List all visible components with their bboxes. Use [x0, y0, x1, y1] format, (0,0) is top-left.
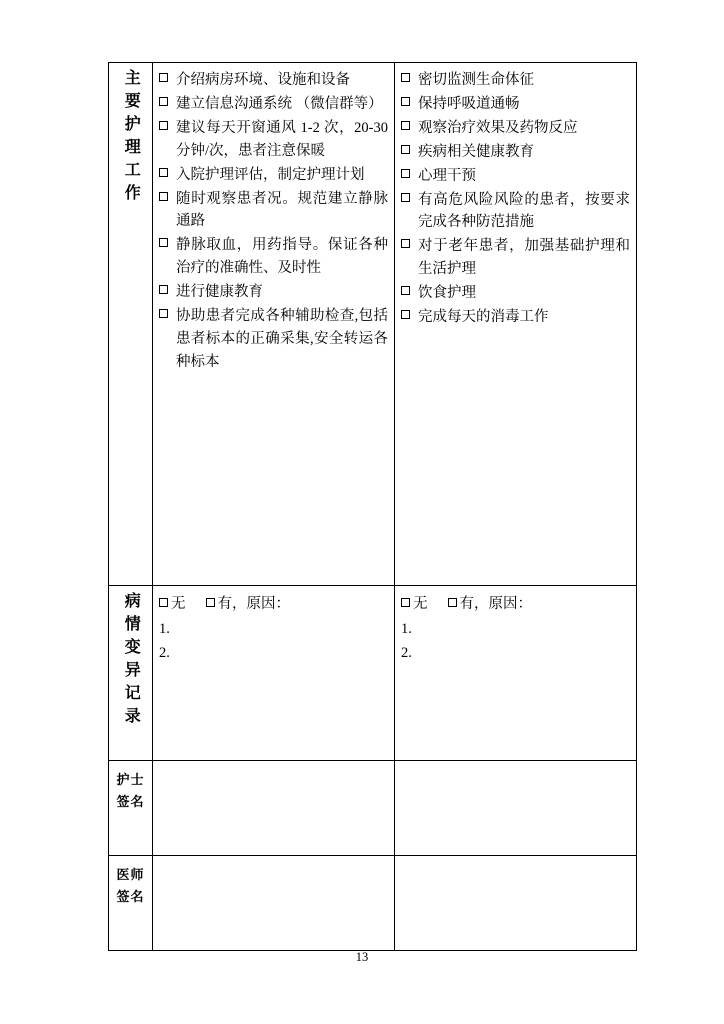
list-item: 心理干预: [401, 165, 630, 188]
variance-right-options: 无 有，原因：: [401, 592, 630, 617]
list-item: 建议每天开窗通风 1-2 次，20-30 分钟/次，患者注意保暖: [159, 117, 388, 163]
nursing-work-right-cell: [395, 63, 637, 586]
checkbox-icon[interactable]: [401, 193, 410, 202]
checkbox-icon[interactable]: [159, 598, 168, 607]
row-label-variance-record: 病情变异记录: [109, 586, 153, 761]
list-item: 介绍病房环境、设施和设备: [159, 69, 388, 92]
variance-right-line-1: 1.: [401, 620, 412, 637]
page-number: 13: [355, 950, 369, 964]
checkbox-icon[interactable]: [159, 97, 168, 106]
list-item: 观察治疗效果及药物反应: [401, 117, 630, 140]
list-item: 入院护理评估，制定护理计划: [159, 164, 388, 187]
list-item: 有高危风险风险的患者，按要求完成各种防范措施: [401, 189, 630, 235]
checkbox-icon[interactable]: [401, 310, 410, 319]
checkbox-icon[interactable]: [401, 121, 410, 130]
list-item: 协助患者完成各种辅助检查,包括患者标本的正确采集,安全转运各种标本: [159, 305, 388, 374]
checkbox-icon[interactable]: [159, 192, 168, 201]
checkbox-icon[interactable]: [206, 598, 215, 607]
list-item: 建立信息沟通系统 （微信群等）: [159, 93, 388, 116]
checkbox-icon[interactable]: [159, 121, 168, 130]
checkbox-icon[interactable]: [159, 238, 168, 247]
list-item: 完成每天的消毒工作: [401, 306, 630, 329]
table-row-nursing-work: [109, 63, 637, 586]
row-label-nursing-work: 主要护理工作: [109, 63, 153, 586]
checkbox-icon[interactable]: [401, 97, 410, 106]
nursing-work-left-cell: [153, 63, 395, 586]
doctor-signature-right-cell[interactable]: [395, 856, 637, 951]
table-row-nurse-signature: [109, 761, 637, 856]
clinical-pathway-table-wrapper: [108, 62, 636, 951]
list-item: 饮食护理: [401, 282, 630, 305]
checkbox-icon[interactable]: [401, 73, 410, 82]
row-label-doctor-signature: 医师签名: [109, 856, 153, 951]
variance-right-cell: [395, 586, 637, 761]
nursing-work-right-list: [401, 69, 630, 329]
doctor-signature-left-cell[interactable]: [153, 856, 395, 951]
table-row-doctor-signature: [109, 856, 637, 951]
checkbox-icon[interactable]: [401, 286, 410, 295]
list-item: 随时观察患者况。规范建立静脉通路: [159, 188, 388, 234]
variance-left-options: 无 有，原因：: [159, 592, 388, 617]
list-item: 保持呼吸道通畅: [401, 93, 630, 116]
table-row-variance-record: [109, 586, 637, 761]
variance-left-cell: [153, 586, 395, 761]
checkbox-icon[interactable]: [401, 239, 410, 248]
variance-left-line-2: 2.: [159, 645, 170, 662]
nurse-signature-right-cell[interactable]: [395, 761, 637, 856]
list-item: 进行健康教育: [159, 281, 388, 304]
checkbox-icon[interactable]: [401, 598, 410, 607]
checkbox-icon[interactable]: [401, 145, 410, 154]
list-item: 静脉取血，用药指导。保证各种治疗的准确性、及时性: [159, 234, 388, 280]
checkbox-icon[interactable]: [448, 598, 457, 607]
list-item: 密切监测生命体征: [401, 69, 630, 92]
checkbox-icon[interactable]: [159, 309, 168, 318]
list-item: 对于老年患者，加强基础护理和生活护理: [401, 235, 630, 281]
checkbox-icon[interactable]: [159, 285, 168, 294]
clinical-pathway-table: [108, 62, 637, 951]
checkbox-icon[interactable]: [159, 168, 168, 177]
list-item: 疾病相关健康教育: [401, 141, 630, 164]
variance-left-line-1: 1.: [159, 620, 170, 637]
nursing-work-left-list: [159, 69, 388, 374]
nurse-signature-left-cell[interactable]: [153, 761, 395, 856]
row-label-nurse-signature: 护士签名: [109, 761, 153, 856]
checkbox-icon[interactable]: [159, 73, 168, 82]
variance-right-line-2: 2.: [401, 645, 412, 662]
checkbox-icon[interactable]: [401, 169, 410, 178]
